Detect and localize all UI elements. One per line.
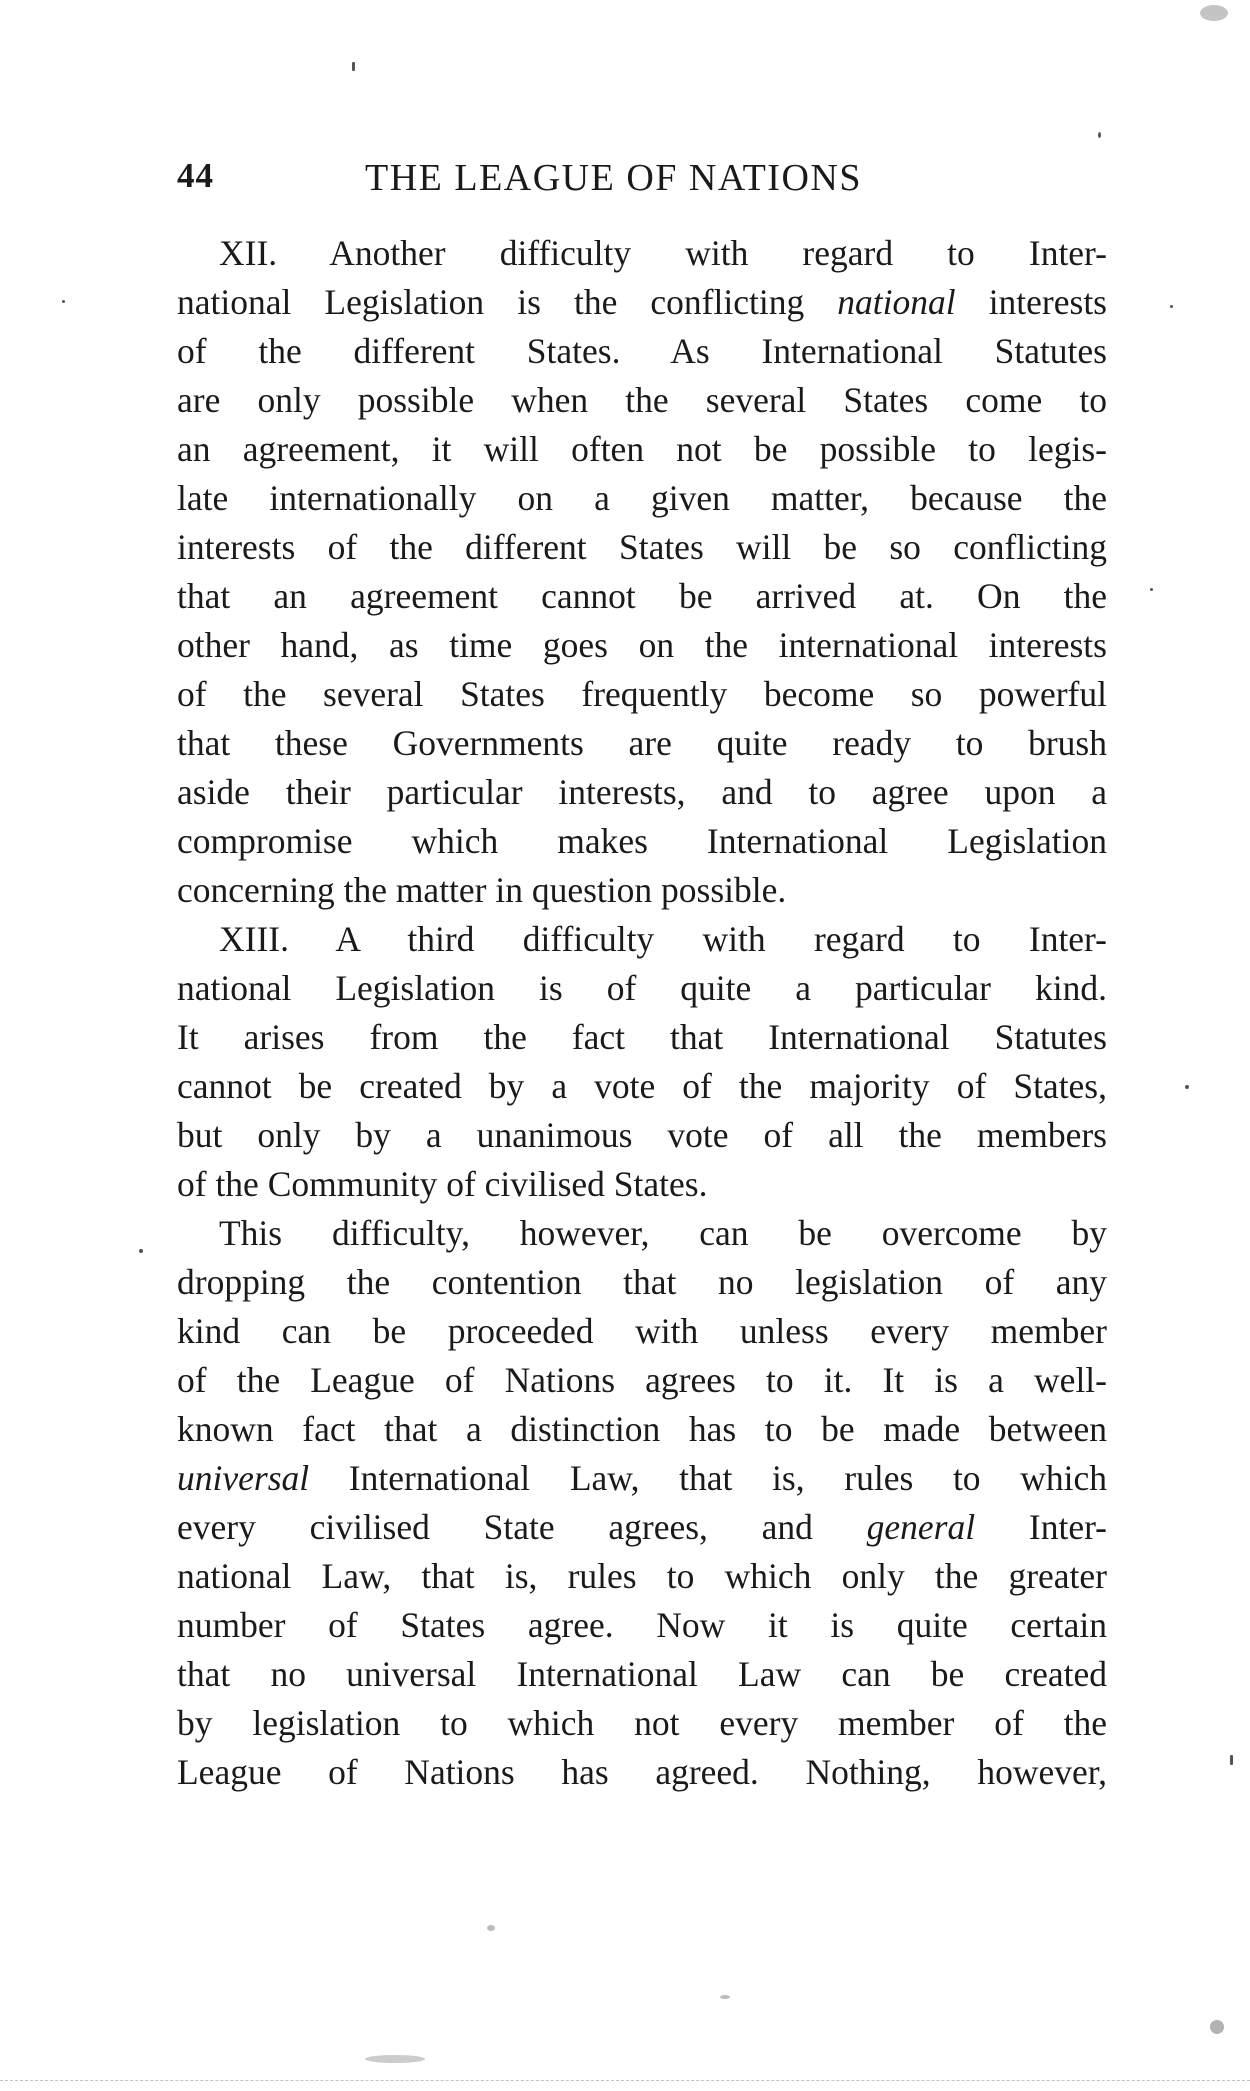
scan-speck [139,1249,143,1253]
text-line: by legislation to which not every member of the [177,1703,1107,1743]
text-line: interests of the different States will be so conflicting [177,527,1107,567]
text-line: late internationally on a given matter, because the [177,478,1107,518]
scan-speck [1230,1755,1233,1765]
scan-speck [1200,5,1228,21]
scan-speck [1150,588,1153,591]
text-line: number of States agree. Now it is quite certain [177,1605,1107,1645]
text-line: an agreement, it will often not be possible to legis- [177,429,1107,469]
emphasis: universal [177,1458,310,1498]
text-line: of the League of Nations agrees to it. It is a well- [177,1360,1107,1400]
text-line: that these Governments are quite ready to brush [177,723,1107,763]
page-number: 44 [177,156,214,195]
text-line: XII. Another difficulty with regard to Inter- [219,233,1107,273]
text-line: It arises from the fact that International Statutes [177,1017,1107,1057]
page-edge-noise [0,2080,1250,2083]
scan-speck [1185,1085,1189,1089]
text-line: dropping the contention that no legislation of any [177,1262,1107,1302]
scan-speck [352,62,355,71]
text-line: kind can be proceeded with unless every member [177,1311,1107,1351]
text-line: aside their particular interests, and to agree upon a [177,772,1107,812]
scan-speck [487,1925,495,1931]
scan-speck [1098,132,1101,138]
text-line: universal International Law, that is, rules to which [177,1458,1107,1498]
scan-speck [1210,2020,1224,2034]
text-line: but only by a unanimous vote of all the members [177,1115,1107,1155]
scan-speck [62,300,65,303]
text-line: national Legislation is of quite a particular kind. [177,968,1107,1008]
emphasis: general [866,1507,976,1547]
text-line: of the several States frequently become so powerful [177,674,1107,714]
scan-speck [365,2055,425,2063]
emphasis: national [837,282,956,322]
text-line: national Law, that is, rules to which only the greater [177,1556,1107,1596]
text-line: concerning the matter in question possible. [177,870,787,910]
body-text [177,229,1107,1797]
text-line: are only possible when the several States come to [177,380,1107,420]
text-line: of the different States. As International Statutes [177,331,1107,371]
text-line: This difficulty, however, can be overcome by [219,1213,1107,1253]
text-line: that an agreement cannot be arrived at. On the [177,576,1107,616]
text-line: known fact that a distinction has to be made between [177,1409,1107,1449]
text-line: every civilised State agrees, and general Inter- [177,1507,1107,1547]
running-title: THE LEAGUE OF NATIONS [365,157,862,199]
text-line: other hand, as time goes on the international interests [177,625,1107,665]
text-line: cannot be created by a vote of the majority of States, [177,1066,1107,1106]
text-line: compromise which makes International Legislation [177,821,1107,861]
text-line: that no universal International Law can be created [177,1654,1107,1694]
page-header [177,156,1107,216]
text-line: League of Nations has agreed. Nothing, however, [177,1752,1107,1792]
text-line: XIII. A third difficulty with regard to Inter- [219,919,1107,959]
text-line: of the Community of civilised States. [177,1164,708,1204]
scan-speck [1170,305,1173,308]
text-line: national Legislation is the conflicting national interests [177,282,1107,322]
scan-speck [720,1995,730,1999]
